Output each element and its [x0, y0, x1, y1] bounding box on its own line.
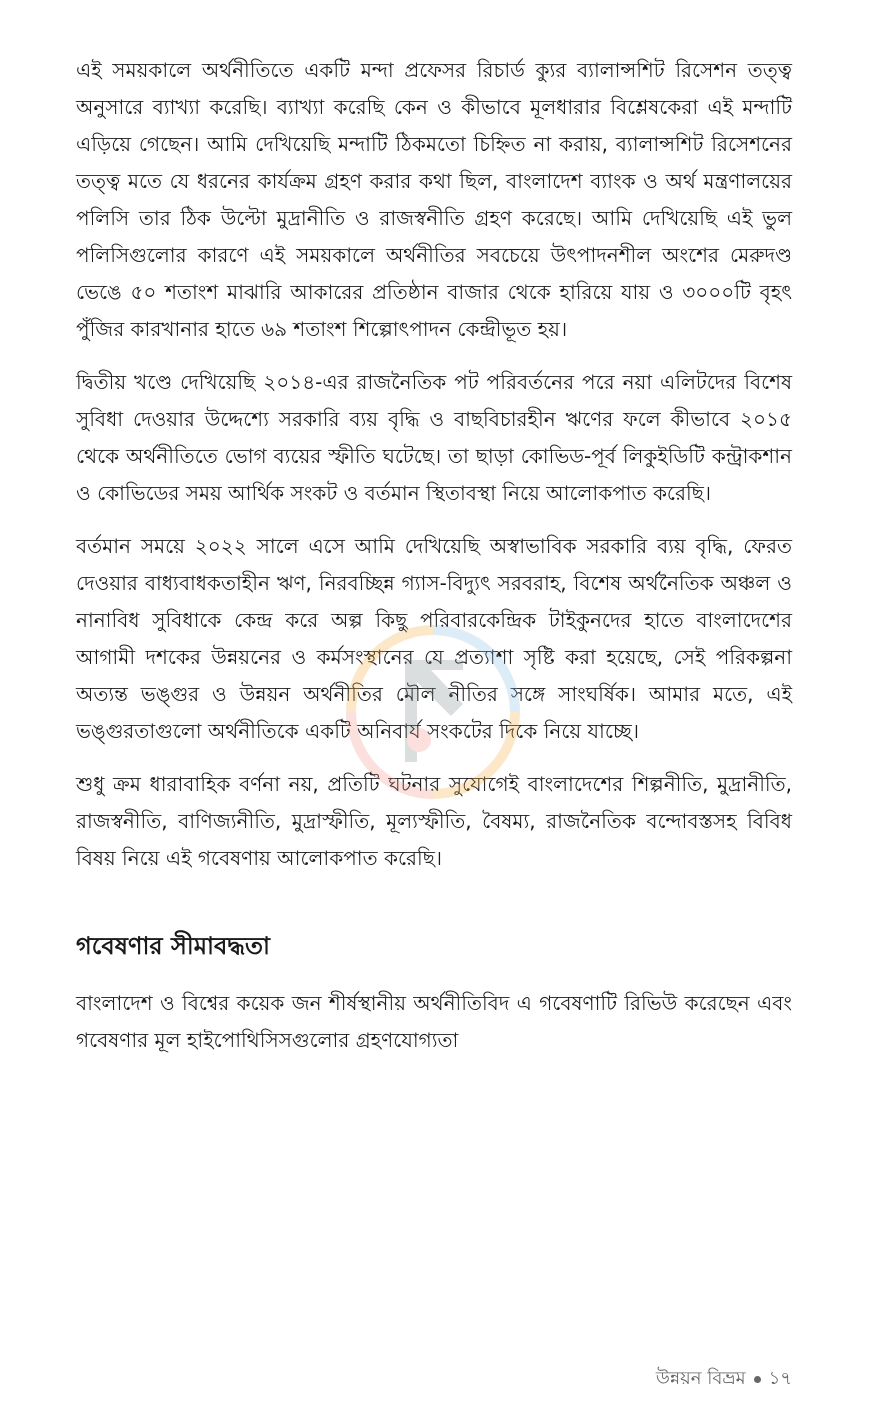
- paragraph-3: বর্তমান সময়ে ২০২২ সালে এসে আমি দেখিয়েছি অস্বাভাবিক সরকারি ব্যয় বৃদ্ধি, ফেরত দেওয়ার বাধ্যবাধকতাহীন ঋণ, নিরবচ্ছিন্ন গ্যাস-বিদ্যুৎ সরবরাহ, বিশেষ অর্থনৈতিক অঞ্চল ও নানাবিধ সুবিধাকে কেন্দ্র করে অল্প কিছু পরিবারকেন্দ্রিক টাইকুনদের হাতে বাংলাদেশের আগামী দশকের উন্নয়নের ও কর্মসংস্থানের যে প্রত্যাশা সৃষ্টি করা হয়েছে, সেই পরিকল্পনা অত্যন্ত ভঙ্গুর ও উন্নয়ন অর্থনীতির মৌল নীতির সঙ্গে সাংঘর্ষিক। আমার মতে, এই ভঙ্গুরতাগুলো অর্থনীতিকে একটি অনিবার্য সংকটের দিকে নিয়ে যাচ্ছে।: [76, 534, 792, 743]
- page-footer: [656, 1364, 792, 1395]
- section-heading: গবেষণার সীমাবদ্ধতা: [76, 932, 270, 960]
- paragraph-2: দ্বিতীয় খণ্ডে দেখিয়েছি ২০১৪-এর রাজনৈতিক পট পরিবর্তনের পরে নয়া এলিটদের বিশেষ সুবিধা দেওয়ার উদ্দেশ্যে সরকারি ব্যয় বৃদ্ধি ও বাছবিচারহীন ঋণের ফলে কীভাবে ২০১৫ থেকে অর্থনীতিতে ভোগ ব্যয়ের স্ফীতি ঘটেছে। তা ছাড়া কোভিড-পূর্ব লিকুইডিটি কন্ট্রাকশান ও কোভিডের সময় আর্থিক সংকট ও বর্তমান স্থিতাবস্থা নিয়ে আলোকপাত করেছি।: [76, 370, 792, 505]
- paragraph-1: এই সময়কালে অর্থনীতিতে একটি মন্দা প্রফেসর রিচার্ড ক্যুর ব্যালান্সশিট রিসেশন তত্ত্ব অনুসারে ব্যাখ্যা করেছি। ব্যাখ্যা করেছি কেন ও কীভাবে মূলধারার বিশ্লেষকেরা এই মন্দাটি এড়িয়ে গেছেন। আমি দেখিয়েছি মন্দাটি ঠিকমতো চিহ্নিত না করায়, ব্যালান্সশিট রিসেশনের তত্ত্ব মতে যে ধরনের কার্যক্রম গ্রহণ করার কথা ছিল, বাংলাদেশ ব্যাংক ও অর্থ মন্ত্রণালয়ের পলিসি তার ঠিক উল্টো মুদ্রানীতি ও রাজস্বনীতি গ্রহণ করেছে। আমি দেখিয়েছি এই ভুল পলিসিগুলোর কারণে এই সময়কালে অর্থনীতির সবচেয়ে উৎপাদনশীল অংশের মেরুদণ্ড ভেঙে ৫০ শতাংশ মাঝারি আকারের প্রতিষ্ঠান বাজার থেকে হারিয়ে যায় ও ৩০০০টি বৃহৎ পুঁজির কারখানার হাতে ৬৯ শতাংশ শিল্পোৎপাদন কেন্দ্রীভূত হয়।: [76, 58, 792, 341]
- footer-book-title: উন্নয়ন বিভ্রম: [655, 1368, 746, 1389]
- footer-page-number: ১৭: [768, 1368, 792, 1389]
- bullet-dot-icon: [754, 1376, 761, 1383]
- page-body: [76, 52, 792, 1075]
- section-paragraph: বাংলাদেশ ও বিশ্বের কয়েক জন শীর্ষস্থানীয় অর্থনীতিবিদ এ গবেষণাটি রিভিউ করেছেন এবং গবেষণার মূল হাইপোথিসিসগুলোর গ্রহণযোগ্যতা: [76, 991, 792, 1052]
- paragraph-4: শুধু ক্রম ধারাবাহিক বর্ণনা নয়, প্রতিটি ঘটনার সুযোগেই বাংলাদেশের শিল্পনীতি, মুদ্রানীতি, রাজস্বনীতি, বাণিজ্যনীতি, মুদ্রাস্ফীতি, মূল্যস্ফীতি, বৈষম্য, রাজনৈতিক বন্দোবস্তসহ বিবিধ বিষয় নিয়ে এই গবেষণায় আলোকপাত করেছি।: [76, 772, 792, 870]
